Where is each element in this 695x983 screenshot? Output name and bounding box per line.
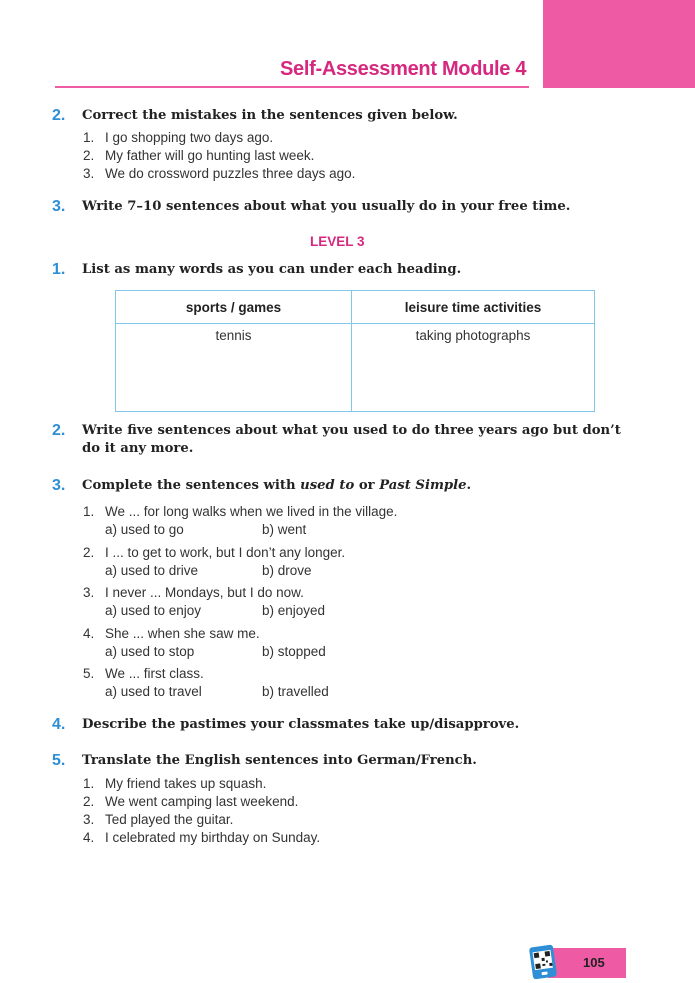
list-item: 4. I celebrated my birthday on Sunday.: [83, 830, 321, 845]
task-number: 3.: [52, 198, 66, 215]
option-a[interactable]: a) used to travel: [105, 684, 202, 699]
option-a[interactable]: a) used to drive: [105, 562, 199, 578]
option-a[interactable]: a) used to enjoy: [105, 603, 202, 618]
task-number: 3.: [52, 477, 66, 494]
page-number: 105: [583, 955, 605, 970]
task-instruction: Complete the sentences with used to or Past Simple.: [82, 478, 472, 493]
task-instruction: Write five sentences about what you used to do three years ago but don’t do it any more.: [82, 423, 621, 456]
table-header-sports: sports / games: [116, 291, 352, 324]
title-underline: [55, 86, 529, 88]
task-number: 2.: [52, 422, 66, 439]
option-b[interactable]: b) travelled: [262, 684, 329, 699]
level-heading: LEVEL 3: [310, 234, 365, 249]
option-a[interactable]: a) used to stop: [105, 643, 195, 659]
option-a[interactable]: a) used to go: [105, 522, 184, 537]
table-header-leisure: leisure time activities: [352, 291, 595, 324]
list-item: 2. We went camping last weekend.: [83, 794, 299, 809]
task-instruction: Describe the pastimes your classmates take up/disapprove.: [82, 717, 520, 732]
list-item: 3. We do crossword puzzles three days ago.: [83, 166, 356, 181]
translate-list: [83, 775, 320, 847]
task-number: 2.: [52, 107, 66, 124]
table-cell-sports[interactable]: tennis: [116, 324, 352, 412]
list-item: 3. Ted played the guitar.: [83, 812, 234, 827]
task-number: 5.: [52, 752, 66, 769]
task-number: 1.: [52, 261, 66, 278]
header-color-block: [543, 0, 695, 88]
option-b[interactable]: b) stopped: [262, 643, 326, 659]
qr-phone-icon: [528, 943, 558, 980]
list-item: 1. I go shopping two days ago.: [83, 130, 274, 145]
correct-mistakes-list: [83, 129, 355, 183]
task-instruction: Translate the English sentences into German/French.: [82, 753, 477, 768]
task-number: 4.: [52, 716, 66, 733]
list-item: 1. My friend takes up squash.: [83, 776, 267, 791]
page-title: Self-Assessment Module 4: [280, 58, 527, 80]
task-instruction: List as many words as you can under each heading.: [82, 262, 462, 277]
option-b[interactable]: b) drove: [262, 562, 312, 578]
task-instruction: Write 7–10 sentences about what you usually do in your free time.: [82, 199, 571, 214]
option-b[interactable]: b) enjoyed: [262, 603, 326, 618]
task-instruction: Correct the mistakes in the sentences given below.: [82, 108, 458, 123]
table-cell-leisure[interactable]: taking photographs: [352, 324, 595, 412]
list-item: 2. My father will go hunting last week.: [83, 148, 315, 163]
words-table: [115, 290, 595, 412]
option-b[interactable]: b) went: [262, 522, 307, 537]
